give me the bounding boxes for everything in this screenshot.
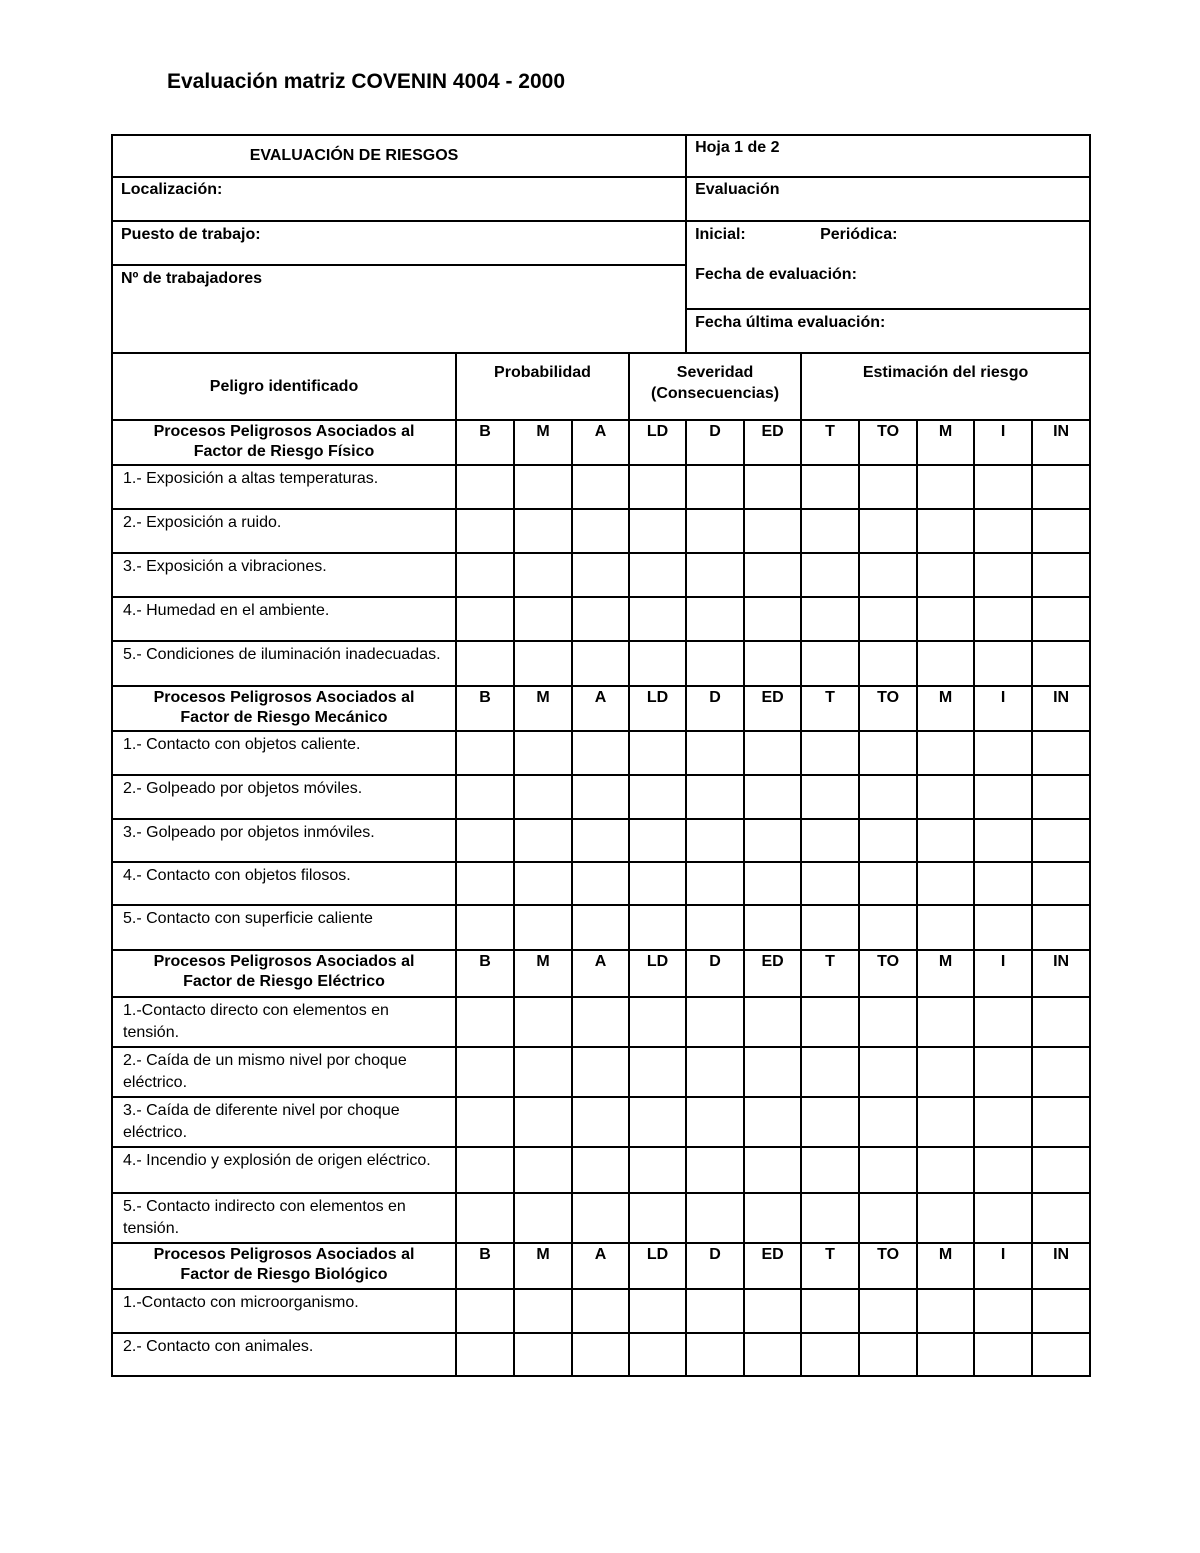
- rating-cell[interactable]: [801, 1047, 859, 1097]
- periodica-field[interactable]: Periódica:: [820, 226, 898, 243]
- rating-cell[interactable]: [744, 775, 801, 819]
- peligro-identificado-header: Peligro identificado: [112, 353, 456, 420]
- rating-cell[interactable]: [629, 553, 686, 597]
- rating-cell[interactable]: [686, 997, 744, 1047]
- code-header: B: [456, 686, 514, 731]
- inicial-periodica-fecha-block[interactable]: [686, 221, 1090, 309]
- rating-cell[interactable]: [801, 509, 859, 553]
- rating-cell[interactable]: [1032, 997, 1090, 1047]
- rating-cell[interactable]: [859, 597, 917, 641]
- hazard-label: 1.-Contacto directo con elementos en tensión.: [112, 997, 456, 1047]
- rating-cell[interactable]: [859, 509, 917, 553]
- rating-cell[interactable]: [629, 1147, 686, 1193]
- rating-cell[interactable]: [572, 509, 629, 553]
- code-header: M: [514, 420, 572, 465]
- rating-cell[interactable]: [572, 1333, 629, 1376]
- code-header: D: [686, 950, 744, 997]
- code-header: I: [974, 686, 1032, 731]
- rating-cell[interactable]: [629, 641, 686, 686]
- rating-cell[interactable]: [572, 819, 629, 862]
- estimacion-riesgo-header: Estimación del riesgo: [801, 353, 1090, 420]
- rating-cell[interactable]: [974, 597, 1032, 641]
- rating-cell[interactable]: [917, 1047, 974, 1097]
- code-header: LD: [629, 686, 686, 731]
- hazard-label: 1.-Contacto con microorganismo.: [112, 1289, 456, 1333]
- rating-cell[interactable]: [456, 905, 514, 950]
- rating-cell[interactable]: [801, 1097, 859, 1147]
- rating-cell[interactable]: [572, 1147, 629, 1193]
- puesto-trabajo-field[interactable]: Puesto de trabajo:: [112, 221, 686, 265]
- rating-cell[interactable]: [514, 597, 572, 641]
- rating-cell[interactable]: [572, 731, 629, 775]
- rating-cell[interactable]: [744, 1333, 801, 1376]
- rating-cell[interactable]: [572, 1047, 629, 1097]
- rating-cell[interactable]: [686, 1333, 744, 1376]
- code-header: M: [514, 950, 572, 997]
- rating-cell[interactable]: [456, 775, 514, 819]
- code-header: IN: [1032, 686, 1090, 731]
- code-header: A: [572, 686, 629, 731]
- document-title: Evaluación matriz COVENIN 4004 - 2000: [167, 70, 566, 93]
- code-header: ED: [744, 420, 801, 465]
- rating-cell[interactable]: [629, 509, 686, 553]
- risk-evaluation-table: [111, 134, 1091, 1377]
- hazard-row: [112, 1047, 1090, 1097]
- rating-cell[interactable]: [456, 1047, 514, 1097]
- section-title: Procesos Peligrosos Asociados al Factor de Riesgo Eléctrico: [112, 950, 456, 997]
- code-header: B: [456, 420, 514, 465]
- hoja-label: Hoja 1 de 2: [686, 135, 1090, 177]
- code-header: M: [917, 686, 974, 731]
- rating-cell[interactable]: [917, 1289, 974, 1333]
- rating-cell[interactable]: [686, 465, 744, 509]
- hazard-label: 2.- Contacto con animales.: [112, 1333, 456, 1376]
- rating-cell[interactable]: [801, 597, 859, 641]
- num-trabajadores-field[interactable]: Nº de trabajadores: [112, 265, 686, 353]
- rating-cell[interactable]: [801, 731, 859, 775]
- hazard-row: [112, 465, 1090, 509]
- code-header: IN: [1032, 1243, 1090, 1289]
- rating-cell[interactable]: [801, 997, 859, 1047]
- code-header: M: [917, 950, 974, 997]
- rating-cell[interactable]: [514, 1147, 572, 1193]
- rating-cell[interactable]: [1032, 1047, 1090, 1097]
- rating-cell[interactable]: [917, 862, 974, 905]
- rating-cell[interactable]: [686, 1097, 744, 1147]
- inicial-field[interactable]: Inicial:: [695, 226, 746, 243]
- rating-cell[interactable]: [917, 731, 974, 775]
- rating-cell[interactable]: [974, 1047, 1032, 1097]
- rating-cell[interactable]: [744, 1097, 801, 1147]
- rating-cell[interactable]: [1032, 775, 1090, 819]
- rating-cell[interactable]: [572, 1289, 629, 1333]
- rating-cell[interactable]: [744, 1289, 801, 1333]
- hazard-row: [112, 819, 1090, 862]
- code-header: B: [456, 950, 514, 997]
- rating-cell[interactable]: [514, 1047, 572, 1097]
- rating-cell[interactable]: [917, 1193, 974, 1243]
- severidad-header: Severidad (Consecuencias): [629, 353, 801, 420]
- rating-cell[interactable]: [1032, 597, 1090, 641]
- rating-cell[interactable]: [514, 1193, 572, 1243]
- code-header: TO: [859, 1243, 917, 1289]
- rating-cell[interactable]: [859, 775, 917, 819]
- hazard-row: [112, 997, 1090, 1047]
- rating-cell[interactable]: [917, 641, 974, 686]
- rating-cell[interactable]: [744, 819, 801, 862]
- rating-cell[interactable]: [859, 465, 917, 509]
- rating-cell[interactable]: [572, 775, 629, 819]
- rating-cell[interactable]: [629, 997, 686, 1047]
- rating-cell[interactable]: [974, 553, 1032, 597]
- rating-cell[interactable]: [801, 1193, 859, 1243]
- section-title: Procesos Peligrosos Asociados al Factor de Riesgo Físico: [112, 420, 456, 465]
- rating-cell[interactable]: [514, 862, 572, 905]
- rating-cell[interactable]: [859, 1333, 917, 1376]
- rating-cell[interactable]: [1032, 862, 1090, 905]
- code-header: TO: [859, 420, 917, 465]
- rating-cell[interactable]: [572, 465, 629, 509]
- code-header: I: [974, 950, 1032, 997]
- rating-cell[interactable]: [859, 997, 917, 1047]
- rating-cell[interactable]: [514, 775, 572, 819]
- rating-cell[interactable]: [456, 553, 514, 597]
- rating-cell[interactable]: [744, 1147, 801, 1193]
- rating-cell[interactable]: [1032, 905, 1090, 950]
- rating-cell[interactable]: [974, 819, 1032, 862]
- rating-cell[interactable]: [456, 465, 514, 509]
- hazard-row: [112, 597, 1090, 641]
- rating-cell[interactable]: [514, 641, 572, 686]
- code-header: T: [801, 950, 859, 997]
- code-header: A: [572, 950, 629, 997]
- hazard-label: 3.- Caída de diferente nivel por choque eléctrico.: [112, 1097, 456, 1147]
- rating-cell[interactable]: [686, 1147, 744, 1193]
- code-header: TO: [859, 950, 917, 997]
- hazard-row: [112, 1097, 1090, 1147]
- code-header: I: [974, 1243, 1032, 1289]
- code-header: IN: [1032, 420, 1090, 465]
- rating-cell[interactable]: [1032, 553, 1090, 597]
- rating-cell[interactable]: [744, 553, 801, 597]
- hazard-label: 5.- Contacto con superficie caliente: [112, 905, 456, 950]
- code-header: D: [686, 686, 744, 731]
- code-header: D: [686, 420, 744, 465]
- hazard-label: 4.- Incendio y explosión de origen eléctrico.: [112, 1147, 456, 1193]
- localizacion-field[interactable]: Localización:: [112, 177, 686, 221]
- rating-cell[interactable]: [456, 597, 514, 641]
- rating-cell[interactable]: [1032, 1147, 1090, 1193]
- hazard-label: 5.- Condiciones de iluminación inadecuadas.: [112, 641, 456, 686]
- rating-cell[interactable]: [572, 862, 629, 905]
- rating-cell[interactable]: [629, 1047, 686, 1097]
- rating-cell[interactable]: [744, 641, 801, 686]
- rating-cell[interactable]: [917, 775, 974, 819]
- rating-cell[interactable]: [859, 1289, 917, 1333]
- code-header: T: [801, 1243, 859, 1289]
- code-header: D: [686, 1243, 744, 1289]
- rating-cell[interactable]: [744, 731, 801, 775]
- rating-cell[interactable]: [917, 1147, 974, 1193]
- rating-cell[interactable]: [629, 1333, 686, 1376]
- rating-cell[interactable]: [801, 465, 859, 509]
- hazard-row: [112, 1289, 1090, 1333]
- hazard-row: [112, 862, 1090, 905]
- rating-cell[interactable]: [744, 1193, 801, 1243]
- rating-cell[interactable]: [859, 641, 917, 686]
- code-header: A: [572, 1243, 629, 1289]
- rating-cell[interactable]: [917, 509, 974, 553]
- code-header: B: [456, 1243, 514, 1289]
- rating-cell[interactable]: [859, 1097, 917, 1147]
- rating-cell[interactable]: [801, 862, 859, 905]
- rating-cell[interactable]: [514, 1333, 572, 1376]
- rating-cell[interactable]: [974, 862, 1032, 905]
- rating-cell[interactable]: [859, 731, 917, 775]
- rating-cell[interactable]: [572, 553, 629, 597]
- code-header: I: [974, 420, 1032, 465]
- rating-cell[interactable]: [456, 862, 514, 905]
- rating-cell[interactable]: [974, 641, 1032, 686]
- rating-cell[interactable]: [1032, 1289, 1090, 1333]
- hazard-label: 1.- Exposición a altas temperaturas.: [112, 465, 456, 509]
- rating-cell[interactable]: [514, 819, 572, 862]
- rating-cell[interactable]: [744, 509, 801, 553]
- rating-cell[interactable]: [917, 597, 974, 641]
- rating-cell[interactable]: [629, 465, 686, 509]
- rating-cell[interactable]: [514, 465, 572, 509]
- rating-cell[interactable]: [629, 775, 686, 819]
- rating-cell[interactable]: [859, 1147, 917, 1193]
- rating-cell[interactable]: [801, 1333, 859, 1376]
- rating-cell[interactable]: [456, 509, 514, 553]
- section-header-row: [112, 950, 1090, 997]
- rating-cell[interactable]: [917, 553, 974, 597]
- rating-cell[interactable]: [859, 819, 917, 862]
- section-header-row: [112, 1243, 1090, 1289]
- rating-cell[interactable]: [572, 641, 629, 686]
- hazard-label: 2.- Exposición a ruido.: [112, 509, 456, 553]
- rating-cell[interactable]: [456, 1289, 514, 1333]
- code-header: M: [917, 1243, 974, 1289]
- rating-cell[interactable]: [974, 905, 1032, 950]
- code-header: M: [514, 1243, 572, 1289]
- code-header: LD: [629, 950, 686, 997]
- rating-cell[interactable]: [859, 905, 917, 950]
- rating-cell[interactable]: [686, 509, 744, 553]
- rating-cell[interactable]: [974, 1147, 1032, 1193]
- rating-cell[interactable]: [1032, 1193, 1090, 1243]
- code-header: IN: [1032, 950, 1090, 997]
- rating-cell[interactable]: [917, 465, 974, 509]
- rating-cell[interactable]: [686, 731, 744, 775]
- rating-cell[interactable]: [456, 731, 514, 775]
- code-header: ED: [744, 950, 801, 997]
- rating-cell[interactable]: [1032, 1097, 1090, 1147]
- rating-cell[interactable]: [801, 553, 859, 597]
- rating-cell[interactable]: [686, 597, 744, 641]
- rating-cell[interactable]: [744, 597, 801, 641]
- rating-cell[interactable]: [974, 731, 1032, 775]
- rating-cell[interactable]: [456, 1097, 514, 1147]
- rating-cell[interactable]: [859, 1193, 917, 1243]
- hazard-row: [112, 1193, 1090, 1243]
- rating-cell[interactable]: [974, 997, 1032, 1047]
- rating-cell[interactable]: [744, 465, 801, 509]
- rating-cell[interactable]: [456, 819, 514, 862]
- rating-cell[interactable]: [974, 465, 1032, 509]
- rating-cell[interactable]: [974, 509, 1032, 553]
- rating-cell[interactable]: [686, 775, 744, 819]
- rating-cell[interactable]: [629, 905, 686, 950]
- rating-cell[interactable]: [686, 641, 744, 686]
- hazard-label: 4.- Humedad en el ambiente.: [112, 597, 456, 641]
- rating-cell[interactable]: [801, 905, 859, 950]
- rating-cell[interactable]: [572, 1097, 629, 1147]
- rating-cell[interactable]: [572, 597, 629, 641]
- rating-cell[interactable]: [859, 1047, 917, 1097]
- rating-cell[interactable]: [629, 597, 686, 641]
- rating-cell[interactable]: [801, 1147, 859, 1193]
- probabilidad-header: Probabilidad: [456, 353, 629, 420]
- rating-cell[interactable]: [917, 905, 974, 950]
- rating-cell[interactable]: [572, 905, 629, 950]
- code-header: M: [514, 686, 572, 731]
- hazard-label: 2.- Golpeado por objetos móviles.: [112, 775, 456, 819]
- rating-cell[interactable]: [456, 997, 514, 1047]
- code-header: ED: [744, 686, 801, 731]
- rating-cell[interactable]: [974, 1333, 1032, 1376]
- rating-cell[interactable]: [801, 641, 859, 686]
- rating-cell[interactable]: [456, 1147, 514, 1193]
- hazard-row: [112, 1333, 1090, 1376]
- rating-cell[interactable]: [744, 862, 801, 905]
- rating-cell[interactable]: [686, 553, 744, 597]
- rating-cell[interactable]: [514, 1097, 572, 1147]
- code-header: TO: [859, 686, 917, 731]
- rating-cell[interactable]: [686, 905, 744, 950]
- rating-cell[interactable]: [686, 1047, 744, 1097]
- rating-cell[interactable]: [1032, 731, 1090, 775]
- section-header-row: [112, 420, 1090, 465]
- rating-cell[interactable]: [686, 819, 744, 862]
- hazard-row: [112, 553, 1090, 597]
- rating-cell[interactable]: [859, 862, 917, 905]
- section-title: Procesos Peligrosos Asociados al Factor de Riesgo Mecánico: [112, 686, 456, 731]
- rating-cell[interactable]: [1032, 641, 1090, 686]
- evaluacion-riesgos-heading: EVALUACIÓN DE RIESGOS: [112, 135, 686, 177]
- rating-cell[interactable]: [572, 997, 629, 1047]
- rating-cell[interactable]: [629, 1193, 686, 1243]
- code-header: ED: [744, 1243, 801, 1289]
- rating-cell[interactable]: [801, 819, 859, 862]
- hazard-row: [112, 641, 1090, 686]
- hazard-label: 4.- Contacto con objetos filosos.: [112, 862, 456, 905]
- rating-cell[interactable]: [917, 997, 974, 1047]
- rating-cell[interactable]: [686, 1289, 744, 1333]
- section-header-row: [112, 686, 1090, 731]
- rating-cell[interactable]: [514, 553, 572, 597]
- rating-cell[interactable]: [629, 819, 686, 862]
- rating-cell[interactable]: [917, 1097, 974, 1147]
- rating-cell[interactable]: [917, 1333, 974, 1376]
- rating-cell[interactable]: [801, 775, 859, 819]
- hazard-label: 2.- Caída de un mismo nivel por choque eléctrico.: [112, 1047, 456, 1097]
- code-header: LD: [629, 420, 686, 465]
- rating-cell[interactable]: [514, 997, 572, 1047]
- evaluacion-label: Evaluación: [686, 177, 1090, 221]
- hazard-row: [112, 775, 1090, 819]
- hazard-row: [112, 1147, 1090, 1193]
- rating-cell[interactable]: [801, 1289, 859, 1333]
- rating-cell[interactable]: [629, 1289, 686, 1333]
- hazard-label: 1.- Contacto con objetos caliente.: [112, 731, 456, 775]
- rating-cell[interactable]: [974, 1289, 1032, 1333]
- rating-cell[interactable]: [859, 553, 917, 597]
- rating-cell[interactable]: [686, 1193, 744, 1243]
- rating-cell[interactable]: [456, 1333, 514, 1376]
- rating-cell[interactable]: [456, 1193, 514, 1243]
- rating-cell[interactable]: [629, 1097, 686, 1147]
- hazard-label: 3.- Golpeado por objetos inmóviles.: [112, 819, 456, 862]
- rating-cell[interactable]: [1032, 465, 1090, 509]
- rating-cell[interactable]: [514, 731, 572, 775]
- hazard-row: [112, 509, 1090, 553]
- rating-cell[interactable]: [1032, 1333, 1090, 1376]
- rating-cell[interactable]: [917, 819, 974, 862]
- rating-cell[interactable]: [744, 1047, 801, 1097]
- code-header: A: [572, 420, 629, 465]
- hazard-row: [112, 905, 1090, 950]
- rating-cell[interactable]: [514, 1289, 572, 1333]
- hazard-label: 5.- Contacto indirecto con elementos en tensión.: [112, 1193, 456, 1243]
- rating-cell[interactable]: [572, 1193, 629, 1243]
- rating-cell[interactable]: [514, 905, 572, 950]
- section-title: Procesos Peligrosos Asociados al Factor de Riesgo Biológico: [112, 1243, 456, 1289]
- rating-cell[interactable]: [974, 775, 1032, 819]
- rating-cell[interactable]: [974, 1193, 1032, 1243]
- rating-cell[interactable]: [629, 731, 686, 775]
- rating-cell[interactable]: [1032, 819, 1090, 862]
- rating-cell[interactable]: [974, 1097, 1032, 1147]
- hazard-row: [112, 731, 1090, 775]
- code-header: T: [801, 686, 859, 731]
- rating-cell[interactable]: [1032, 509, 1090, 553]
- code-header: LD: [629, 1243, 686, 1289]
- rating-cell[interactable]: [744, 905, 801, 950]
- rating-cell[interactable]: [744, 997, 801, 1047]
- fecha-ultima-evaluacion-field[interactable]: Fecha última evaluación:: [686, 309, 1090, 353]
- rating-cell[interactable]: [686, 862, 744, 905]
- rating-cell[interactable]: [629, 862, 686, 905]
- rating-cell[interactable]: [456, 641, 514, 686]
- code-header: T: [801, 420, 859, 465]
- fecha-evaluacion-field[interactable]: Fecha de evaluación:: [695, 266, 857, 283]
- code-header: M: [917, 420, 974, 465]
- hazard-label: 3.- Exposición a vibraciones.: [112, 553, 456, 597]
- rating-cell[interactable]: [514, 509, 572, 553]
